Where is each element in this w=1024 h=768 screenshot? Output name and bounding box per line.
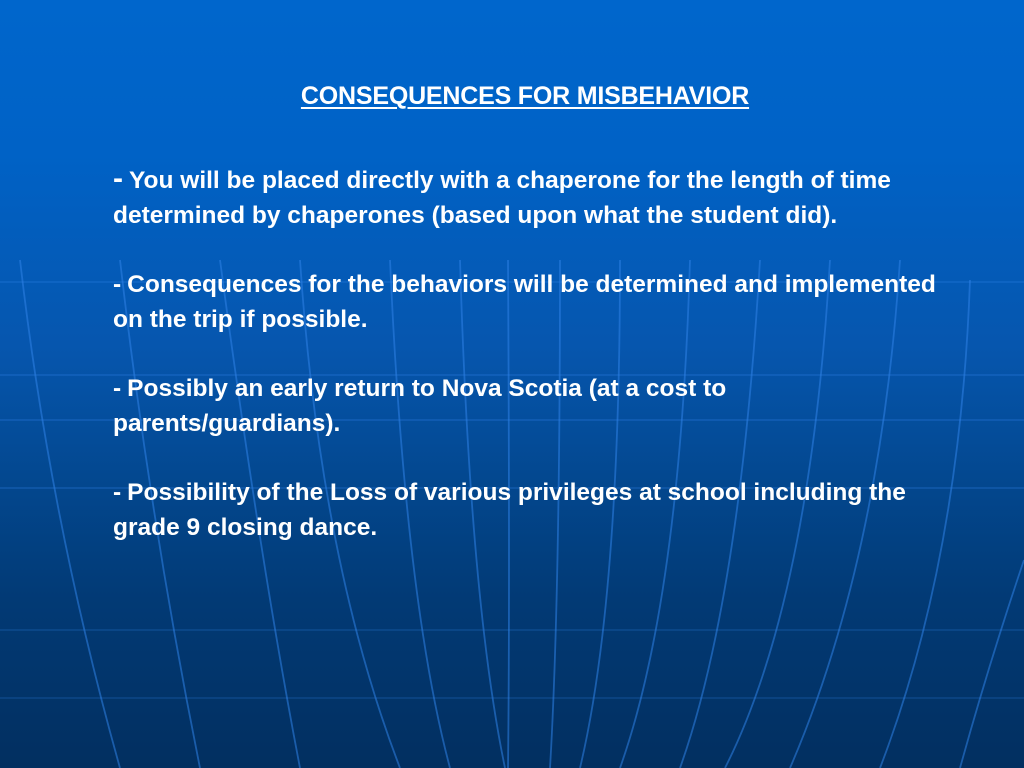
bullet-item-3 xyxy=(113,371,943,441)
bullet-text: Possibly an early return to Nova Scotia (at a cost to parents/guardians). xyxy=(113,375,727,437)
bullet-marker: - xyxy=(113,375,122,402)
bullet-item-2 xyxy=(113,267,943,337)
slide-title: CONSEQUENCES FOR MISBEHAVIOR xyxy=(300,82,750,110)
bullet-item-1 xyxy=(113,161,943,233)
bullet-marker: - xyxy=(113,162,123,195)
bullet-text: You will be placed directly with a chaperone for the length of time determined by chaperones (based upon what the student did). xyxy=(113,167,891,229)
bullet-text: Consequences for the behaviors will be determined and implemented on the trip if possible. xyxy=(113,271,936,333)
bullet-item-4 xyxy=(113,475,943,545)
bullet-marker: - xyxy=(113,479,122,506)
bullet-list xyxy=(113,161,943,579)
bullet-marker: - xyxy=(113,271,122,298)
bullet-text: Possibility of the Loss of various privileges at school including the grade 9 closing dance. xyxy=(113,479,906,541)
